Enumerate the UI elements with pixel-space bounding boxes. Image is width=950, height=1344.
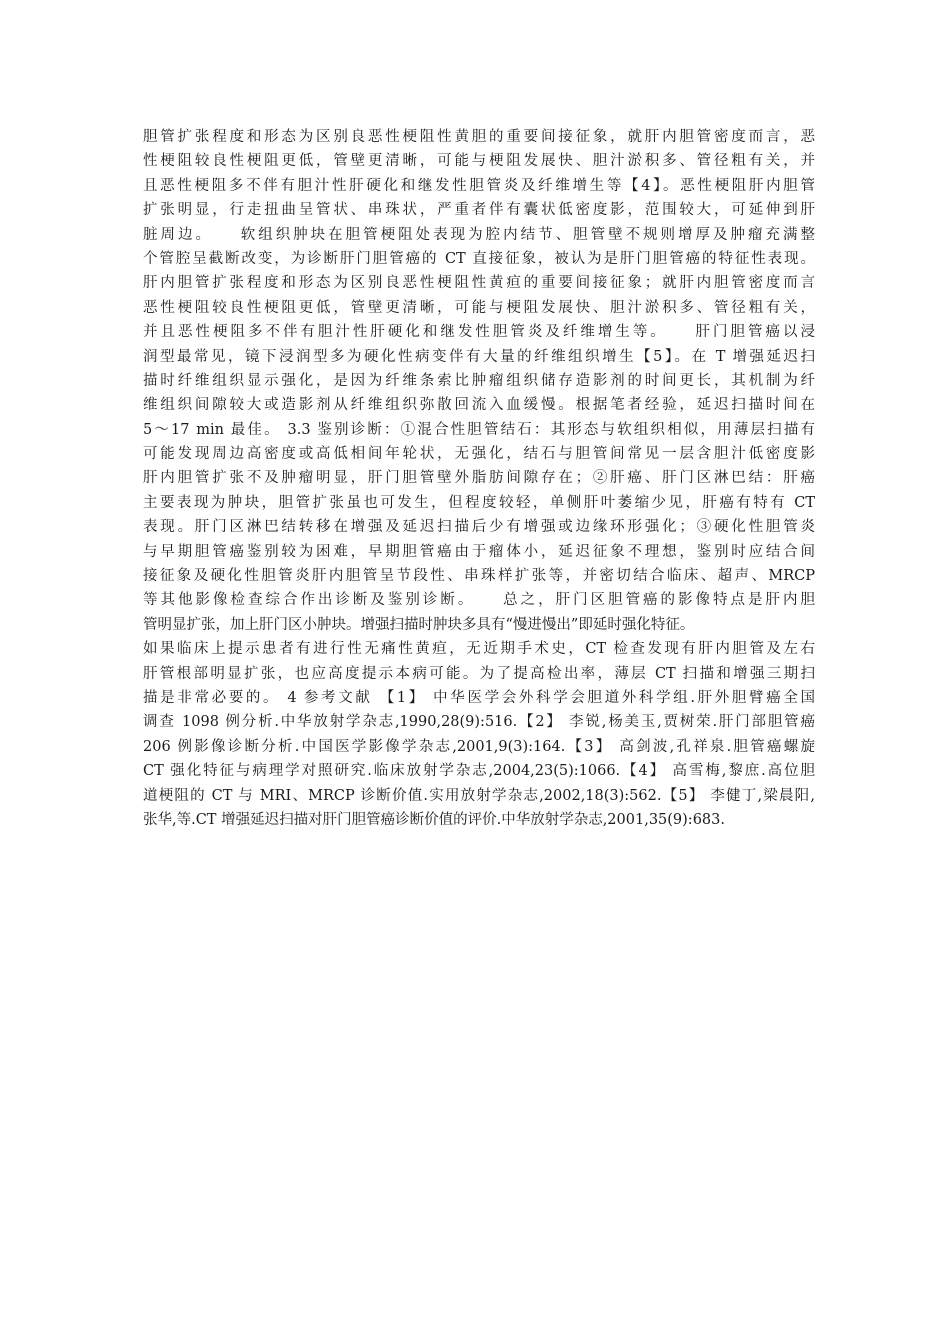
text-line: 润型最常见，镜下浸润型多为硬化性病变伴有大量的纤维组织增生【5】。在 T 增强延迟扫: [143, 348, 815, 365]
text-line: 描是非常必要的。 4 参考文献 【1】 中华医学会外科学会胆道外科学组.肝外胆臂癌全国: [143, 689, 815, 706]
text-line: 206 例影像诊断分析.中国医学影像学杂志,2001,9(3):164.【3】 高剑波,孔祥泉.胆管癌螺旋: [143, 738, 815, 755]
text-line: 管明显扩张，加上肝门区小肿块。增强扫描时肿块多具有“慢进慢出”即延时强化特征。: [143, 616, 695, 633]
text-line: 恶性梗阻较良性梗阻更低，管壁更清晰，可能与梗阻发展快、胆汁淤积多、管径粗有关，: [143, 299, 815, 316]
text-line: 表现。肝门区淋巴结转移在增强及延迟扫描后少有增强或边缘环形强化；③硬化性胆管炎: [143, 519, 815, 536]
text-line: 个管腔呈截断改变，为诊断肝门胆管癌的 CT 直接征象，被认为是肝门胆管癌的特征性表现。: [143, 250, 815, 267]
text-line: 调查 1098 例分析.中华放射学杂志,1990,28(9):516.【2】 李锐,杨美玉,贾树荣.肝门部胆管癌: [143, 714, 815, 731]
text-line: 道梗阻的 CT 与 MRI、MRCP 诊断价值.实用放射学杂志,2002,18(3):562.【5】 李健丁,梁晨阳,: [143, 787, 815, 804]
text-line: 主要表现为肿块，胆管扩张虽也可发生，但程度较轻，单侧肝叶萎缩少见，肝癌有特有 CT: [143, 494, 815, 511]
text-line: 描时纤维组织显示强化，是因为纤维条索比肿瘤组织储存造影剂的时间更长，其机制为纤: [143, 372, 815, 389]
text-line: 肝管根部明显扩张，也应高度提示本病可能。为了提高检出率，薄层 CT 扫描和增强三期扫: [143, 665, 815, 682]
text-line: 且恶性梗阻多不伴有胆汁性肝硬化和继发性胆管炎及纤维增生等【4】。恶性梗阻肝内胆管: [143, 177, 815, 194]
text-line: 并且恶性梗阻多不伴有胆汁性肝硬化和继发性胆管炎及纤维增生等。 肝门胆管癌以浸: [143, 324, 815, 341]
text-line: 5～17 min 最佳。 3.3 鉴别诊断：①混合性胆管结石：其形态与软组织相似，用薄层扫描有: [143, 421, 815, 438]
text-line: 如果临床上提示患者有进行性无痛性黄疸，无近期手术史，CT 检查发现有肝内胆管及左右: [143, 641, 815, 658]
text-line: 接征象及硬化性胆管炎肝内胆管呈节段性、串珠样扩张等，并密切结合临床、超声、MRCP: [143, 568, 815, 585]
text-line: 维组织间隙较大或造影剂从纤维组织弥散回流入血缓慢。根据笔者经验，延迟扫描时间在: [143, 397, 815, 414]
text-line: 肝内胆管扩张程度和形态为区别良恶性梗阻性黄疸的重要间接征象；就肝内胆管密度而言: [143, 275, 815, 292]
text-line: 肝内胆管扩张不及肿瘤明显，肝门胆管壁外脂肪间隙存在；②肝癌、肝门区淋巴结：肝癌: [143, 470, 815, 487]
body-text: [143, 125, 815, 832]
text-line: 可能发现周边高密度或高低相间年轮状，无强化，结石与胆管间常见一层含胆汁低密度影: [143, 446, 815, 463]
text-line: 张华,等.CT 增强延迟扫描对肝门胆管癌诊断价值的评价.中华放射学杂志,2001,35(9):683.: [143, 811, 725, 828]
text-line: 扩张明显，行走扭曲呈管状、串珠状，严重者伴有囊状低密度影，范围较大，可延伸到肝: [143, 202, 815, 219]
text-line: 脏周边。 软组织肿块在胆管梗阻处表现为腔内结节、胆管壁不规则增厚及肿瘤充满整: [143, 226, 815, 243]
text-line: 与早期胆管癌鉴别较为困难，早期胆管癌由于瘤体小，延迟征象不理想，鉴别时应结合间: [143, 543, 815, 560]
text-line: 等其他影像检查综合作出诊断及鉴别诊断。 总之，肝门区胆管癌的影像特点是肝内胆: [143, 592, 815, 609]
text-line: CT 强化特征与病理学对照研究.临床放射学杂志,2004,23(5):1066.【4】 高雪梅,黎庶.高位胆: [143, 763, 815, 780]
text-line: 性梗阻较良性梗阻更低，管壁更清晰，可能与梗阻发展快、胆汁淤积多、管径粗有关，并: [143, 153, 815, 170]
text-line: 胆管扩张程度和形态为区别良恶性梗阻性黄胆的重要间接征象，就肝内胆管密度而言，恶: [143, 129, 815, 145]
